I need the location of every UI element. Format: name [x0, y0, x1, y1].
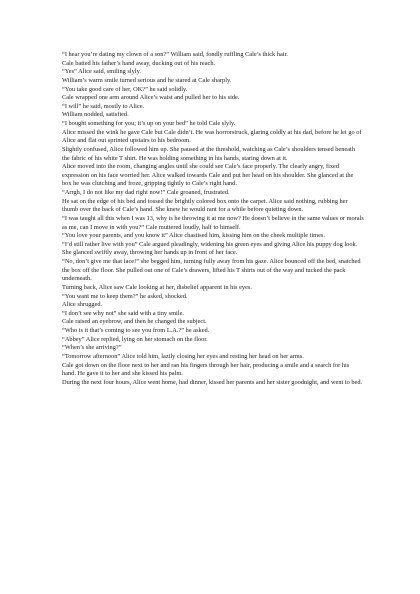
paragraph: Alice shrugged. [62, 301, 103, 309]
paragraph: Cale got down on the floor next to her and ran his fingers through her hair, producing a smile and a search for his hand. He gave it to her and she kissed his palm. [62, 361, 350, 378]
paragraph: “When’s she arriving?” [62, 344, 122, 352]
paragraph: “You take good care of her, OK?” he said solidly. [62, 85, 188, 93]
paragraph: “Arrgh, I do not like my dad right now!” Cale groaned, frustrated. [62, 189, 230, 196]
paragraph: “Abbey” Alice replied, lying on her stomach on the floor. [62, 335, 208, 343]
paragraph: “Who is it that’s coming to see you from L.A.?” he asked. [62, 327, 210, 334]
paragraph: “I don’t see why not” she said with a tiny smile. [62, 309, 184, 317]
paragraph: During the next four hours, Alice went home, had dinner, kissed her parents and her sister goodnight, and went to bed. [62, 378, 363, 386]
paragraph: “I’d still rather live with you” Cale argued pleadingly, widening his green eyes and giving Alice his puppy dog look. [62, 240, 358, 248]
paragraph: Cale wrapped one arm around Alice’s waist and pulled her to his side. [62, 94, 240, 102]
paragraph: Cale batted his father’s hand away, ducking out of his reach. [62, 59, 216, 67]
paragraph: “You love your parents, and you know it” Alice chastised him, kissing him on the cheek multiple times. [62, 232, 325, 240]
paragraph: “Yes” Alice said, smiling slyly. [62, 68, 141, 76]
paragraph: He sat on the edge of his bed and tossed the brightly colored box onto the carpet. Alice said nothing, rubbing her thumb over the back of Cale’s hand. She knew he would rant for a while before quieting down. [62, 197, 348, 214]
paragraph: “No, don’t give me that face!” she begged him, turning fully away from his gaze. Alice bounced off the bed, snatched the box off the floor. She pulled out one of Cale’s drawers, lifted his T shirts out of the way and tucked the pack underneath. [62, 258, 361, 283]
paragraph: Cale raised an eyebrow, and then he changed the subject. [62, 318, 207, 326]
paragraph: Alice moved into the room, changing angles until she could see Cale’s face properly. The clearly angry, fixed expression on his face worried her. Alice walked towards Cale and put her head on his shoulder. She glanced at the box he was clutching and froze, gripping tightly to Cale’s right hand. [62, 163, 354, 188]
paragraph: “I was taught all this when I was 13, why is he throwing it at me now? He doesn’t believe in the same values or morals as me, can I move in with you?” Cale muttered loudly, half to himself. [62, 214, 364, 231]
paragraph: William’s warm smile turned serious and he stared at Cale sharply. [62, 76, 232, 84]
paragraph: “I hear you’re dating my clown of a son?” William said, fondly ruffling Cale’s thick hair. [62, 51, 288, 58]
paragraph: She glanced swiftly away, throwing her hands up in front of her face. [62, 249, 238, 257]
paragraph: “I bought something for you; it’s up on your bed” he told Cale slyly. [62, 120, 236, 127]
paragraph: “Tomorrow afternoon” Alice told him, lazily closing her eyes and resting her head on her arms. [62, 352, 304, 360]
paragraph: Turning back, Alice saw Cale looking at her, disbelief apparent in his eyes. [62, 283, 252, 291]
paragraph: “You want me to keep them?” he asked, shocked. [62, 292, 188, 300]
paragraph: Slightly confused, Alice followed him up. She paused at the threshold, watching as Cale’s shoulders tensed beneath the fabric of his white T shirt. He was holding something in his hands, staring down at it. [62, 145, 355, 162]
paragraph: William nodded, satisfied. [62, 111, 129, 119]
paragraph: Alice missed the wink he gave Cale but Cale didn’t. He was horrorstruck, glaring coldly at his dad, before he let go of Alice and flat out sprinted upstairs to his bedroom. [62, 128, 362, 145]
paragraph: “I will” he said, mostly to Alice. [62, 102, 145, 110]
